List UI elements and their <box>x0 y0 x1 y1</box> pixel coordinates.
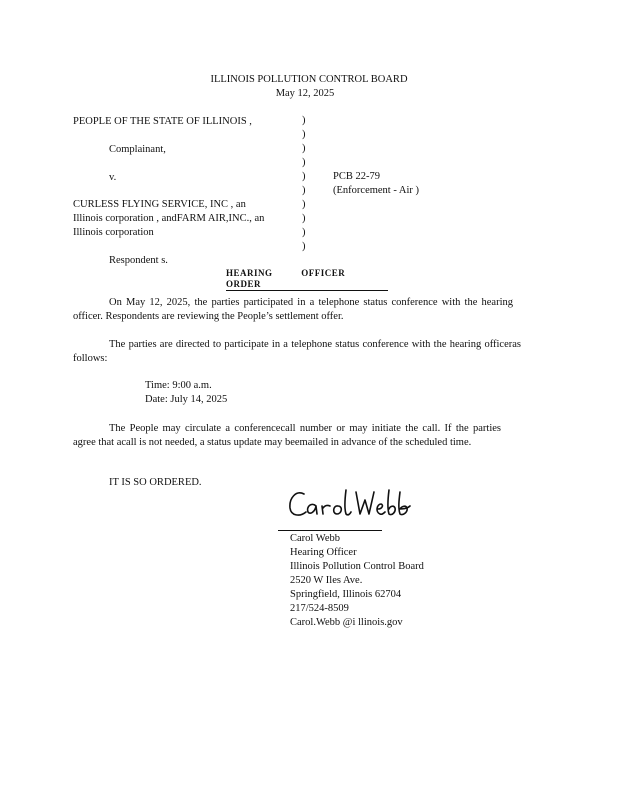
caption-respondents: Respondent s. <box>109 255 168 266</box>
caption-respondent-line2: Illinois corporation , andFARM AIR,INC., an <box>73 213 265 224</box>
caption-paren: ) <box>302 171 306 182</box>
caption-paren: ) <box>302 227 306 238</box>
email-address: Carol.Webb @i llinois.gov <box>290 617 403 628</box>
address-line-2: Springfield, Illinois 62704 <box>290 589 402 600</box>
signer-name: Carol Webb <box>290 533 340 544</box>
caption-paren: ) <box>302 185 306 196</box>
handwritten-signature <box>286 484 416 526</box>
case-type: (Enforcement - Air ) <box>333 185 420 196</box>
caption-parenthesis-column <box>302 114 310 254</box>
caption-paren: ) <box>302 157 306 168</box>
signer-organization: Illinois Pollution Control Board <box>290 561 424 572</box>
body-paragraph-3: The People may circulate a conferencecall number or may initiate the call. If the parties agree that acall is not needed, a status update may beemailed in advance of the scheduled time. <box>73 423 501 448</box>
caption-respondent-line1: CURLESS FLYING SERVICE, INC , an <box>73 199 246 210</box>
so-ordered: IT IS SO ORDERED. <box>109 477 202 488</box>
caption-paren: ) <box>302 129 306 140</box>
order-title: HEARING OFFICER ORDER <box>226 268 388 291</box>
caption-respondent-line3: Illinois corporation <box>73 227 154 238</box>
caption-paren: ) <box>302 143 306 154</box>
phone-number: 217/524-8509 <box>290 603 349 614</box>
address-line-1: 2520 W Iles Ave. <box>290 575 363 586</box>
caption-people: PEOPLE OF THE STATE OF ILLINOIS , <box>73 116 252 127</box>
signature-line <box>278 530 382 531</box>
caption-paren: ) <box>302 199 306 210</box>
conference-date: Date: July 14, 2025 <box>145 394 228 405</box>
caption-versus: v. <box>109 172 117 183</box>
case-number: PCB 22-79 <box>333 171 380 182</box>
caption-complainant: Complainant, <box>109 144 166 155</box>
caption-paren: ) <box>302 241 306 252</box>
body-paragraph-2: The parties are directed to participate in a telephone status conference with the hearing officeras follows: <box>73 339 521 364</box>
caption-paren: ) <box>302 213 306 224</box>
body-paragraph-1: On May 12, 2025, the parties participated in a telephone status conference with the hearing officer. Respondents are reviewing the People’s settlement offer. <box>73 297 513 322</box>
agency-heading: ILLINOIS POLLUTION CONTROL BOARD <box>210 74 408 85</box>
order-date: May 12, 2025 <box>275 88 335 99</box>
conference-time: Time: 9:00 a.m. <box>145 380 212 391</box>
signer-title: Hearing Officer <box>290 547 357 558</box>
caption-paren: ) <box>302 115 306 126</box>
